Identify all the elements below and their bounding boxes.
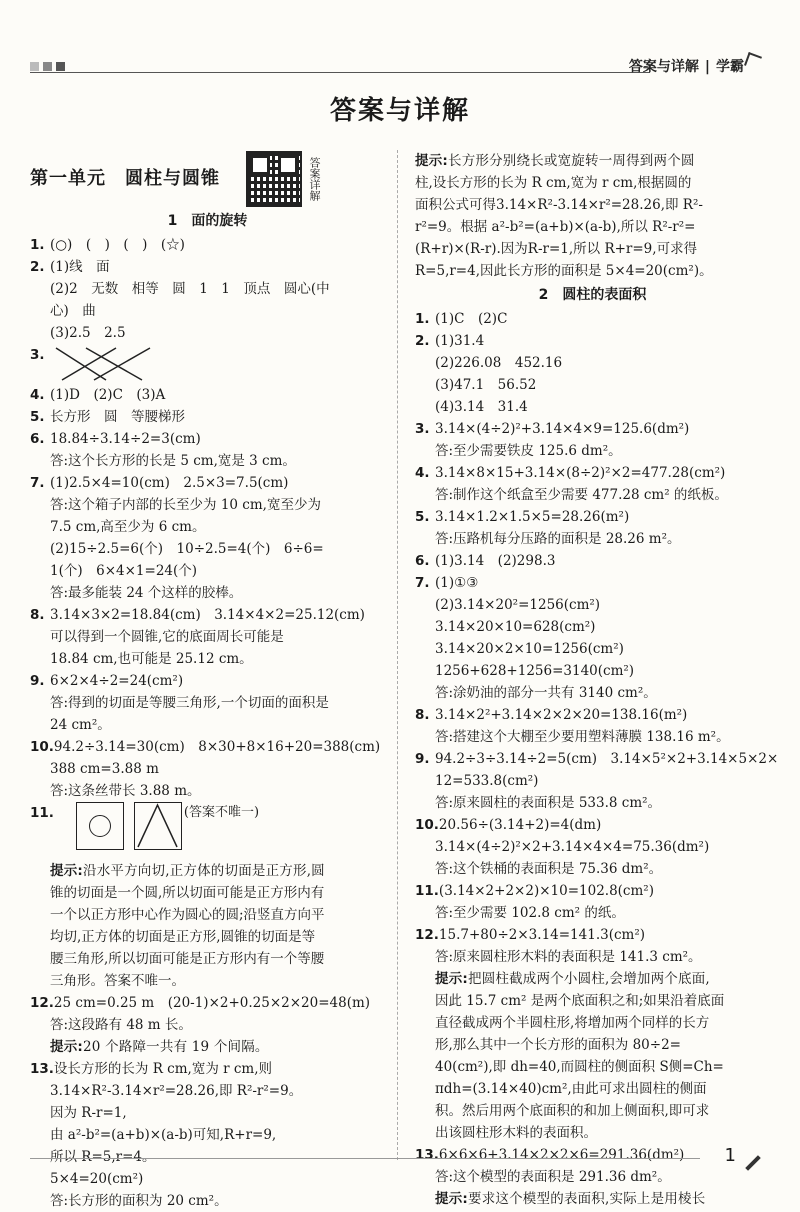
answer-text: 18.84÷3.14÷2=3(cm) xyxy=(50,431,201,447)
answer-line xyxy=(415,1056,770,1078)
q11-number: 11. xyxy=(30,805,54,821)
q3-row xyxy=(30,344,385,384)
answer-text: 答:搭建这个大棚至少要用塑料薄膜 138.16 m²。 xyxy=(435,729,730,745)
answer-line xyxy=(30,538,385,560)
answer-line xyxy=(30,1168,385,1190)
hint-label: 提示: xyxy=(415,153,448,169)
question-number: 10. xyxy=(415,817,439,833)
unit-title: 第一单元 圆柱与圆锥 xyxy=(30,168,220,189)
answer-text: (4)3.14 31.4 xyxy=(435,399,528,415)
answer-line xyxy=(415,770,770,792)
answer-line xyxy=(415,836,770,858)
right-hint-top xyxy=(415,150,770,282)
right-answers xyxy=(415,308,779,1210)
answer-line xyxy=(415,1188,770,1210)
answer-line xyxy=(415,1166,770,1188)
answer-text: 答:原来圆柱形木料的表面积是 141.3 cm²。 xyxy=(435,949,702,965)
answer-line xyxy=(30,948,385,970)
answer-line xyxy=(30,882,385,904)
header-rule xyxy=(30,72,650,73)
question-number: 4. xyxy=(30,387,45,403)
answer-text: 柱,设长方形的长为 R cm,宽为 r cm,根据圆的 xyxy=(415,175,692,191)
left-answers-3 xyxy=(30,860,385,1212)
answer-line xyxy=(415,418,770,440)
answer-text: 答:制作这个纸盒至少需要 477.28 cm² 的纸板。 xyxy=(435,487,728,503)
answer-text: 94.2÷3.14=30(cm) 8×30+8×16+20=388(cm) xyxy=(53,739,381,755)
left-answers-1 xyxy=(30,234,385,344)
top-bar xyxy=(0,56,800,78)
hint-label: 提示: xyxy=(435,971,468,987)
question-number: 4. xyxy=(415,465,430,481)
answer-line xyxy=(415,484,770,506)
answer-line xyxy=(415,1034,770,1056)
answer-text: 答:这个长方形的长是 5 cm,宽是 3 cm。 xyxy=(50,453,296,469)
answer-line xyxy=(415,880,770,902)
answer-text: 面积公式可得3.14×R²-3.14×r²=28.26,即 R²- xyxy=(415,197,703,213)
question-number: 8. xyxy=(415,707,430,723)
answer-text: 答:至少需要 102.8 cm² 的纸。 xyxy=(435,905,625,921)
question-number: 13. xyxy=(415,1147,439,1163)
answer-text: 形,那么其中一个长方形的面积为 80÷2= xyxy=(435,1037,681,1053)
answer-line xyxy=(415,308,770,330)
answer-text: 一个以正方形中心作为圆心的圆;沿竖直方向平 xyxy=(50,907,325,923)
answer-text: 答:这个箱子内部的长至少为 10 cm,宽至少为 xyxy=(50,497,321,513)
answer-text: r²=9。根据 a²-b²=(a+b)×(a-b),所以 R²-r²= xyxy=(415,219,696,235)
question-number: 5. xyxy=(415,509,430,525)
answer-text: 要求这个模型的表面积,实际上是用棱长 xyxy=(468,1191,706,1207)
answer-line xyxy=(415,704,770,726)
answer-text: 答:这个铁桶的表面积是 75.36 dm²。 xyxy=(435,861,663,877)
answer-line xyxy=(415,902,770,924)
answer-line xyxy=(30,626,385,648)
answer-line xyxy=(30,904,385,926)
answer-line xyxy=(415,238,770,260)
answer-text: 3.14×R²-3.14×r²=28.26,即 R²-r²=9。 xyxy=(50,1083,303,1099)
question-number: 12. xyxy=(30,995,54,1011)
answer-line xyxy=(415,858,770,880)
question-number: 1. xyxy=(30,237,45,253)
answer-text: 答:这条丝带长 3.88 m。 xyxy=(50,783,201,799)
answer-line xyxy=(415,172,770,194)
answer-text: 答:涂奶油的部分一共有 3140 cm²。 xyxy=(435,685,657,701)
left-column xyxy=(30,150,385,1212)
answer-text: R=5,r=4,因此长方形的面积是 5×4=20(cm²)。 xyxy=(415,263,713,279)
answer-text: (1)线 面 xyxy=(50,259,110,275)
answer-text: 25 cm=0.25 m (20-1)×2+0.25×2×20=48(m) xyxy=(53,995,371,1011)
answer-text: 3.14×20×10=628(cm²) xyxy=(435,619,596,635)
section-title-2: 2 圆柱的表面积 xyxy=(538,287,647,303)
question-number: 6. xyxy=(415,553,430,569)
answer-line xyxy=(415,1122,770,1144)
answer-text: 所以 R=5,r=4。 xyxy=(50,1149,156,1165)
answer-text: (2)15÷2.5=6(个) 10÷2.5=4(个) 6÷6= xyxy=(50,541,324,557)
answer-text: 答:至少需要铁皮 125.6 dm²。 xyxy=(435,443,622,459)
answer-text: 3.14×(4÷2)²×2+3.14×4×4=75.36(dm²) xyxy=(435,839,710,855)
answer-text: (2)2 无数 相等 圆 1 1 顶点 圆心(中 xyxy=(50,281,330,297)
page-title: 答案与详解 xyxy=(329,96,470,126)
answer-text: (2)226.08 452.16 xyxy=(435,355,563,371)
question-number: 12. xyxy=(415,927,439,943)
header-squares xyxy=(30,62,65,71)
answer-line xyxy=(30,670,385,692)
answer-line xyxy=(30,1014,385,1036)
answer-line xyxy=(30,1058,385,1080)
answer-text: (3.14×2+2×2)×10=102.8(cm²) xyxy=(438,883,654,899)
answer-line xyxy=(30,648,385,670)
answer-line xyxy=(415,572,770,594)
answer-line xyxy=(30,604,385,626)
answer-line xyxy=(30,234,385,256)
answer-text: 可以得到一个圆锥,它的底面周长可能是 xyxy=(50,629,284,645)
footer-rule xyxy=(30,1158,700,1159)
answer-text: (1)D (2)C (3)A xyxy=(50,387,166,403)
hint-label: 提示: xyxy=(50,1039,83,1055)
answer-line xyxy=(30,1190,385,1212)
answer-text: 沿水平方向切,正方体的切面是正方形,圆 xyxy=(83,863,325,879)
answer-text: (1)3.14 (2)298.3 xyxy=(435,553,556,569)
answer-line xyxy=(415,1144,770,1166)
answer-text: (1)31.4 xyxy=(435,333,485,349)
answer-line xyxy=(30,992,385,1014)
answer-text: 答:长方形的面积为 20 cm²。 xyxy=(50,1193,228,1209)
matching-lines-diagram xyxy=(50,344,160,384)
answer-text: 因为 R-r=1, xyxy=(50,1105,127,1121)
answer-text: (3)2.5 2.5 xyxy=(50,325,126,341)
question-number: 2. xyxy=(30,259,45,275)
answer-text: 均切,正方体的切面是正方形,圆锥的切面是等 xyxy=(50,929,316,945)
answer-text: 18.84 cm,也可能是 25.12 cm。 xyxy=(50,651,253,667)
answer-line xyxy=(415,216,770,238)
unit-header xyxy=(30,150,385,208)
answer-text: (1)C (2)C xyxy=(435,311,508,327)
answer-line xyxy=(415,594,770,616)
answer-line xyxy=(30,970,385,992)
answer-text: 由 a²-b²=(a+b)×(a-b)可知,R+r=9, xyxy=(50,1127,277,1143)
answer-text: 1(个) 6×4×1=24(个) xyxy=(50,563,198,579)
answer-line xyxy=(30,1124,385,1146)
hint-label: 提示: xyxy=(435,1191,468,1207)
answer-text: (R+r)×(R-r).因为R-r=1,所以 R+r=9,可求得 xyxy=(415,241,698,257)
answer-line xyxy=(30,1080,385,1102)
answer-line xyxy=(30,256,385,278)
answer-text: 7.5 cm,高至少为 6 cm。 xyxy=(50,519,206,535)
section-title-1: 1 面的旋转 xyxy=(167,213,248,229)
answer-line xyxy=(415,660,770,682)
answer-text: 直径截成两个半圆柱形,将增加两个同样的长方 xyxy=(435,1015,710,1031)
answer-line xyxy=(415,374,770,396)
answer-text: 三角形。答案不唯一。 xyxy=(50,973,185,989)
answer-line xyxy=(30,450,385,472)
answer-line xyxy=(415,682,770,704)
qr-code-icon[interactable] xyxy=(246,151,302,207)
answer-line xyxy=(415,528,770,550)
answer-text: 40(cm²),即 dh=40,而圆柱的侧面积 S侧=Ch= xyxy=(435,1059,724,1075)
answer-line xyxy=(30,300,385,322)
question-number: 5. xyxy=(30,409,45,425)
answer-text: 把圆柱截成两个小圆柱,会增加两个底面, xyxy=(468,971,710,987)
answer-text: 6×2×4÷2=24(cm²) xyxy=(50,673,184,689)
answer-line xyxy=(30,384,385,406)
answer-text: 答:原来圆柱的表面积是 533.8 cm²。 xyxy=(435,795,662,811)
qr-label: 答案详解 xyxy=(308,157,321,201)
square-with-circle-icon xyxy=(76,802,124,850)
answer-text: 答:压路机每分压路的面积是 28.26 m²。 xyxy=(435,531,681,547)
answer-line xyxy=(415,1012,770,1034)
answer-text: 24 cm²。 xyxy=(50,717,111,733)
answer-line xyxy=(415,462,770,484)
page-number: 1 xyxy=(724,1145,736,1166)
cap-icon xyxy=(744,52,762,70)
answer-line xyxy=(30,714,385,736)
answer-text: πdh=(3.14×40)cm²,由此可求出圆柱的侧面 xyxy=(435,1081,707,1097)
answer-line xyxy=(415,150,770,172)
answer-line xyxy=(415,968,770,990)
answer-line xyxy=(30,926,385,948)
answer-line xyxy=(415,352,770,374)
answer-text: 15.7+80÷2×3.14=141.3(cm²) xyxy=(438,927,646,943)
answer-line xyxy=(30,1036,385,1058)
answer-text: 94.2÷3÷3.14÷2=5(cm) 3.14×5²×2+3.14×5×2× xyxy=(435,751,779,767)
answer-line xyxy=(30,428,385,450)
answer-line xyxy=(415,260,770,282)
answer-line xyxy=(415,638,770,660)
brand-left: 答案与详解 xyxy=(628,59,699,75)
answer-line xyxy=(30,758,385,780)
question-number: 7. xyxy=(415,575,430,591)
answer-text: 腰三角形,所以切面可能是正方形内有一个等腰 xyxy=(50,951,325,967)
answer-line xyxy=(415,330,770,352)
answer-text: (○) ( ) ( ) (☆) xyxy=(50,237,185,253)
answer-text: 3.14×3×2=18.84(cm) 3.14×4×2=25.12(cm) xyxy=(50,607,365,623)
answer-text: 3.14×20×2×10=1256(cm²) xyxy=(435,641,624,657)
answer-text: 因此 15.7 cm² 是两个底面积之和;如果沿着底面 xyxy=(435,993,725,1009)
answer-line xyxy=(30,582,385,604)
answer-line xyxy=(415,440,770,462)
answer-text: 答:得到的切面是等腰三角形,一个切面的面积是 xyxy=(50,695,329,711)
answer-line xyxy=(30,1102,385,1124)
answer-line xyxy=(415,924,770,946)
answer-line xyxy=(30,278,385,300)
answer-text: 长方形 圆 等腰梯形 xyxy=(50,409,185,425)
answer-text: (1)2.5×4=10(cm) 2.5×3=7.5(cm) xyxy=(50,475,289,491)
q3-number: 3. xyxy=(30,347,45,363)
answer-line xyxy=(415,814,770,836)
answer-line xyxy=(30,692,385,714)
question-number: 11. xyxy=(415,883,439,899)
answer-line xyxy=(415,1100,770,1122)
answer-line xyxy=(30,860,385,882)
answer-line xyxy=(30,516,385,538)
answer-text: 20 个路障一共有 19 个间隔。 xyxy=(83,1039,269,1055)
question-number: 2. xyxy=(415,333,430,349)
answer-text: 答:这个模型的表面积是 291.36 dm²。 xyxy=(435,1169,671,1185)
answer-text: 锥的切面是一个圆,所以切面可能是正方形内有 xyxy=(50,885,325,901)
answer-line xyxy=(30,736,385,758)
answer-text: 5×4=20(cm²) xyxy=(50,1171,144,1187)
answer-text: 20.56÷(3.14+2)=4(dm) xyxy=(438,817,602,833)
answer-line xyxy=(30,560,385,582)
answer-line xyxy=(30,494,385,516)
answer-text: 出该圆柱形木料的表面积。 xyxy=(435,1125,597,1141)
square-with-triangle-icon xyxy=(134,802,182,850)
answer-text: 答:最多能装 24 个这样的胶棒。 xyxy=(50,585,243,601)
right-column xyxy=(415,150,779,1210)
answer-line xyxy=(30,472,385,494)
answer-text: 3.14×(4÷2)²+3.14×4×9=125.6(dm²) xyxy=(435,421,690,437)
question-number: 1. xyxy=(415,311,430,327)
column-divider xyxy=(397,150,398,1160)
answer-line xyxy=(415,506,770,528)
answer-text: 心) 曲 xyxy=(50,303,96,319)
header-brand: 答案与详解 | 学霸 xyxy=(628,59,744,75)
answer-line xyxy=(30,780,385,802)
answer-line xyxy=(415,1078,770,1100)
answer-text: 设长方形的长为 R cm,宽为 r cm,则 xyxy=(53,1061,273,1077)
question-number: 9. xyxy=(30,673,45,689)
question-number: 13. xyxy=(30,1061,54,1077)
answer-text: 3.14×2²+3.14×2×2×20=138.16(m²) xyxy=(435,707,688,723)
answer-text: (3)47.1 56.52 xyxy=(435,377,537,393)
question-number: 3. xyxy=(415,421,430,437)
answer-line xyxy=(415,946,770,968)
answer-text: 3.14×8×15+3.14×(8÷2)²×2=477.28(cm²) xyxy=(435,465,726,481)
answer-text: 388 cm=3.88 m xyxy=(50,761,159,777)
answer-line xyxy=(30,322,385,344)
answer-line xyxy=(415,748,779,770)
question-number: 8. xyxy=(30,607,45,623)
answer-text: 长方形分别绕长或宽旋转一周得到两个圆 xyxy=(448,153,695,169)
answer-line xyxy=(30,406,385,428)
answer-line xyxy=(415,616,770,638)
brand-right: 学霸 xyxy=(716,59,744,75)
answer-text: 12=533.8(cm²) xyxy=(435,773,539,789)
q11-note: (答案不唯一) xyxy=(183,805,260,820)
hint-label: 提示: xyxy=(50,863,83,879)
question-number: 10. xyxy=(30,739,54,755)
question-number: 7. xyxy=(30,475,45,491)
question-number: 6. xyxy=(30,431,45,447)
answer-text: 积。然后用两个底面积的和加上侧面积,即可求 xyxy=(435,1103,710,1119)
answer-line xyxy=(415,396,770,418)
answer-line xyxy=(415,726,770,748)
answer-text: (2)3.14×20²=1256(cm²) xyxy=(435,597,601,613)
answer-text: 3.14×1.2×1.5×5=28.26(m²) xyxy=(435,509,630,525)
q11-row xyxy=(30,802,385,860)
answer-line xyxy=(415,194,770,216)
answer-text: (1)①③ xyxy=(435,575,479,591)
answer-line xyxy=(415,990,770,1012)
answer-line xyxy=(30,1146,385,1168)
left-answers-2 xyxy=(30,384,385,802)
answer-text: 答:这段路有 48 m 长。 xyxy=(50,1017,192,1033)
answer-text: 6×6×6+3.14×2×2×6=291.36(dm²) xyxy=(438,1147,685,1163)
question-number: 9. xyxy=(415,751,430,767)
answer-line xyxy=(415,792,770,814)
answer-line xyxy=(415,550,770,572)
answer-text: 1256+628+1256=3140(cm²) xyxy=(435,663,635,679)
